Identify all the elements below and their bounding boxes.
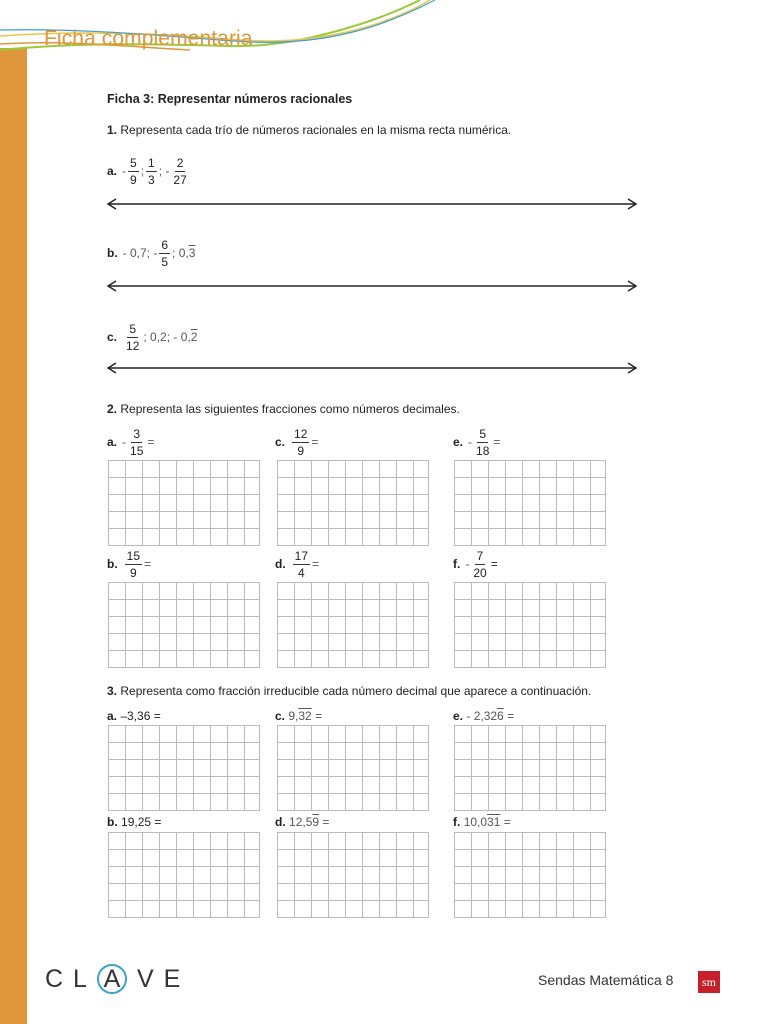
denominator: 4 (298, 565, 305, 580)
book-title: Sendas Matemática 8 (538, 972, 674, 988)
number-text: - 2,32 (466, 709, 498, 723)
fraction (128, 428, 145, 457)
item-label: c. (275, 435, 286, 449)
denominator: 5 (161, 254, 169, 269)
answer-grid-q3b[interactable] (108, 832, 260, 918)
question-text: Representa como fracción irreducible cada número decimal que aparece a continuación. (120, 684, 592, 698)
q1-item-b (107, 236, 195, 270)
publisher-logo: sm (698, 971, 720, 993)
item-label: a. (107, 709, 118, 723)
numerator: 6 (161, 237, 169, 252)
denominator: 9 (297, 443, 305, 458)
q3-item-b (107, 815, 161, 829)
item-label: b. (107, 557, 118, 571)
answer-grid-q2b[interactable] (108, 582, 260, 668)
equals-sign: = (312, 557, 320, 571)
answer-grid-q2c[interactable] (277, 460, 429, 546)
fraction (146, 157, 157, 186)
sheet-title: Ficha 3: Representar números racionales (107, 92, 353, 106)
question-number: 2. (107, 402, 118, 416)
repeating-digits: 31 (487, 815, 501, 829)
denominator: 3 (148, 172, 155, 187)
sign: - (465, 557, 470, 571)
equals-sign: = (311, 709, 323, 723)
answer-grid-q3d[interactable] (277, 832, 429, 918)
repeating-digits: 3 (188, 246, 196, 260)
answer-grid-q3c[interactable] (277, 725, 429, 811)
logo-a-ring-icon (97, 964, 127, 994)
number-line-b (106, 280, 638, 292)
equals-sign: = (144, 557, 152, 571)
q1-item-c (107, 320, 197, 354)
answer-grid-q3a[interactable] (108, 725, 260, 811)
numerator: 5 (129, 321, 137, 336)
item-label: a. (107, 164, 118, 178)
fraction (171, 157, 188, 186)
q3-item-d (275, 815, 329, 829)
q3-item-c (275, 709, 322, 723)
q2-item-c (275, 425, 318, 459)
number-text: 9, (288, 709, 299, 723)
item-label: b. (107, 815, 118, 829)
number-text: 19,25 = (121, 815, 162, 829)
fraction (128, 157, 139, 186)
q2-item-f (453, 547, 498, 581)
q2-item-d (275, 547, 319, 581)
sign: - (468, 435, 473, 449)
item-label: c. (107, 330, 118, 344)
question-1 (107, 123, 511, 137)
answer-grid-q3e[interactable] (454, 725, 606, 811)
equals-sign: = (147, 435, 155, 449)
denominator: 27 (173, 172, 187, 187)
repeating-digits: 2 (190, 330, 198, 344)
denominator: 12 (126, 338, 140, 353)
item-label: f. (453, 815, 461, 829)
q1-item-a (107, 154, 191, 188)
separator: ; (140, 164, 145, 178)
q3-item-a (107, 709, 161, 723)
question-3 (107, 684, 591, 698)
numerator: 17 (294, 548, 309, 563)
answer-grid-q2a[interactable] (108, 460, 260, 546)
fraction (471, 550, 488, 579)
item-label: e. (453, 709, 464, 723)
question-2 (107, 402, 460, 416)
item-label: b. (107, 246, 118, 260)
denominator: 9 (130, 565, 137, 580)
fraction (124, 323, 141, 352)
sign: - (122, 435, 127, 449)
equals-sign: = (493, 435, 501, 449)
fraction (292, 428, 309, 457)
number-text: ; 0,2; - 0, (143, 330, 191, 344)
answer-grid-q2d[interactable] (277, 582, 429, 668)
numerator: 3 (133, 426, 141, 441)
item-label: d. (275, 815, 286, 829)
logo-a: A (103, 964, 121, 993)
item-label: f. (453, 557, 461, 571)
numerator: 1 (148, 155, 155, 170)
numerator: 12 (294, 426, 308, 441)
number-text: - 0,7; - (122, 246, 158, 260)
question-text: Representa cada trío de números racionales en la misma recta numérica. (120, 123, 512, 137)
logo-text: CL (45, 964, 97, 993)
denominator: 9 (130, 172, 137, 187)
logo-text: VE (136, 964, 191, 993)
denominator: 20 (473, 565, 487, 580)
fraction (125, 550, 142, 579)
sidebar-accent-bar (0, 48, 27, 1024)
clave-logo (45, 964, 190, 994)
number-line-c (106, 362, 638, 374)
question-text: Representa las siguientes fracciones como números decimales. (120, 402, 460, 416)
q2-item-b (107, 547, 151, 581)
numerator: 5 (479, 426, 487, 441)
question-number: 3. (107, 684, 118, 698)
equals-sign: = (490, 557, 498, 571)
item-label: c. (275, 709, 286, 723)
answer-grid-q2f[interactable] (454, 582, 606, 668)
question-number: 1. (107, 123, 118, 137)
repeating-digits: 9 (312, 815, 320, 829)
equals-sign: = (311, 435, 319, 449)
fraction (474, 428, 491, 457)
equals-sign: = (500, 815, 511, 829)
header-title: Ficha complementaria (44, 27, 253, 50)
fraction (159, 239, 170, 268)
answer-grid-q3f[interactable] (454, 832, 606, 918)
q2-item-e (453, 425, 500, 459)
q3-item-e (453, 709, 514, 723)
separator: ; - (158, 164, 170, 178)
q3-item-f (453, 815, 511, 829)
number-line-a (106, 198, 638, 210)
number-text: ; 0, (172, 246, 189, 260)
sign: - (122, 164, 127, 178)
fraction (293, 550, 310, 579)
equals-sign: = (503, 709, 515, 723)
number-text: 10,0 (463, 815, 488, 829)
repeating-digits: 6 (497, 709, 504, 723)
numerator: 7 (476, 548, 484, 563)
number-text: –3,36 = (120, 709, 161, 723)
q2-item-a (107, 425, 154, 459)
item-label: d. (275, 557, 286, 571)
item-label: e. (453, 435, 464, 449)
numerator: 5 (130, 155, 137, 170)
denominator: 15 (130, 443, 144, 458)
answer-grid-q2e[interactable] (454, 460, 606, 546)
item-label: a. (107, 435, 118, 449)
equals-sign: = (319, 815, 330, 829)
denominator: 18 (476, 443, 490, 458)
numerator: 2 (176, 155, 184, 170)
repeating-digits: 32 (298, 709, 312, 723)
number-text: 12,5 (289, 815, 313, 829)
numerator: 15 (126, 548, 141, 563)
